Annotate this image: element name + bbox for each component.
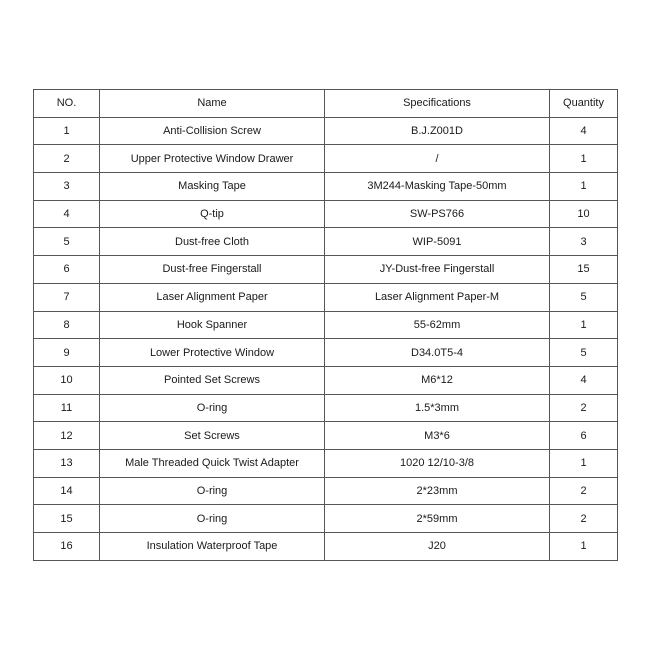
cell-specifications: WIP-5091: [325, 228, 550, 256]
cell-specifications: 3M244-Masking Tape-50mm: [325, 173, 550, 201]
table-row: [34, 394, 618, 422]
cell-name: Anti-Collision Screw: [100, 117, 325, 145]
table-row: [34, 422, 618, 450]
cell-specifications: SW-PS766: [325, 200, 550, 228]
cell-name: Pointed Set Screws: [100, 366, 325, 394]
cell-quantity: 5: [550, 283, 618, 311]
cell-name: Upper Protective Window Drawer: [100, 145, 325, 173]
parts-list-table: [33, 89, 618, 561]
cell-no: 15: [34, 505, 100, 533]
cell-specifications: B.J.Z001D: [325, 117, 550, 145]
cell-specifications: J20: [325, 533, 550, 561]
cell-no: 9: [34, 339, 100, 367]
cell-no: 1: [34, 117, 100, 145]
cell-no: 2: [34, 145, 100, 173]
table-body: [34, 117, 618, 560]
cell-specifications: 55-62mm: [325, 311, 550, 339]
cell-quantity: 6: [550, 422, 618, 450]
cell-specifications: 2*23mm: [325, 477, 550, 505]
cell-quantity: 2: [550, 505, 618, 533]
cell-no: 14: [34, 477, 100, 505]
table-row: [34, 449, 618, 477]
header-specifications: Specifications: [325, 90, 550, 118]
cell-specifications: D34.0T5-4: [325, 339, 550, 367]
cell-quantity: 1: [550, 533, 618, 561]
table-row: [34, 339, 618, 367]
cell-no: 7: [34, 283, 100, 311]
cell-name: O-ring: [100, 505, 325, 533]
cell-quantity: 2: [550, 394, 618, 422]
cell-name: O-ring: [100, 477, 325, 505]
table-row: [34, 200, 618, 228]
cell-no: 11: [34, 394, 100, 422]
cell-no: 6: [34, 256, 100, 284]
cell-quantity: 15: [550, 256, 618, 284]
header-no: NO.: [34, 90, 100, 118]
table-row: [34, 283, 618, 311]
cell-specifications: M6*12: [325, 366, 550, 394]
cell-name: Insulation Waterproof Tape: [100, 533, 325, 561]
header-row: [34, 90, 618, 118]
table-row: [34, 366, 618, 394]
cell-name: Hook Spanner: [100, 311, 325, 339]
table-row: [34, 228, 618, 256]
cell-specifications: Laser Alignment Paper-M: [325, 283, 550, 311]
cell-quantity: 4: [550, 366, 618, 394]
cell-quantity: 1: [550, 145, 618, 173]
table-header: [34, 90, 618, 118]
cell-quantity: 5: [550, 339, 618, 367]
cell-name: Set Screws: [100, 422, 325, 450]
table-row: [34, 117, 618, 145]
table-row: [34, 145, 618, 173]
cell-quantity: 2: [550, 477, 618, 505]
cell-specifications: 2*59mm: [325, 505, 550, 533]
cell-quantity: 3: [550, 228, 618, 256]
table-row: [34, 505, 618, 533]
cell-quantity: 4: [550, 117, 618, 145]
cell-specifications: 1.5*3mm: [325, 394, 550, 422]
cell-name: Dust-free Fingerstall: [100, 256, 325, 284]
header-quantity: Quantity: [550, 90, 618, 118]
cell-quantity: 1: [550, 449, 618, 477]
cell-specifications: /: [325, 145, 550, 173]
table-row: [34, 311, 618, 339]
cell-name: Male Threaded Quick Twist Adapter: [100, 449, 325, 477]
cell-no: 8: [34, 311, 100, 339]
cell-name: Lower Protective Window: [100, 339, 325, 367]
cell-specifications: M3*6: [325, 422, 550, 450]
cell-name: O-ring: [100, 394, 325, 422]
cell-name: Dust-free Cloth: [100, 228, 325, 256]
cell-name: Masking Tape: [100, 173, 325, 201]
cell-no: 13: [34, 449, 100, 477]
cell-no: 10: [34, 366, 100, 394]
table-row: [34, 256, 618, 284]
cell-no: 12: [34, 422, 100, 450]
cell-specifications: JY-Dust-free Fingerstall: [325, 256, 550, 284]
cell-no: 4: [34, 200, 100, 228]
cell-quantity: 1: [550, 311, 618, 339]
cell-quantity: 10: [550, 200, 618, 228]
cell-no: 16: [34, 533, 100, 561]
cell-specifications: 1020 12/10-3/8: [325, 449, 550, 477]
table-row: [34, 533, 618, 561]
cell-no: 3: [34, 173, 100, 201]
table-row: [34, 173, 618, 201]
cell-name: Q-tip: [100, 200, 325, 228]
table-row: [34, 477, 618, 505]
header-name: Name: [100, 90, 325, 118]
cell-quantity: 1: [550, 173, 618, 201]
cell-name: Laser Alignment Paper: [100, 283, 325, 311]
cell-no: 5: [34, 228, 100, 256]
